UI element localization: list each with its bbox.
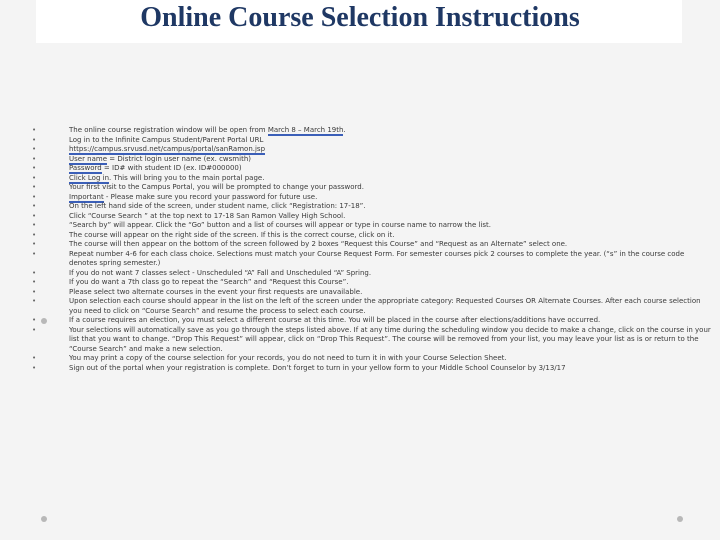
list-bullet: • [32, 363, 37, 372]
list-bullet: • [32, 325, 37, 334]
item-text: On the left hand side of the screen, under student name, click “Registration: 17-18”. [69, 202, 366, 210]
item-text: Your selections will automatically save as you go through the steps listed above. If at any time during the scheduling window you decide to make a change, click on the course in your list that you want to change. “Drop This Request” will appear, click on “Drop This Request”. The course will be removed from your list, you may leave your list as is or return to the “Course Search” and make a new selection. [69, 325, 711, 353]
item-text: The course will appear on the right side of the screen. If this is the correct course, click on it. [69, 230, 395, 239]
list-bullet: • [32, 164, 37, 172]
page-title: Online Course Selection Instructions [140, 2, 580, 33]
list-bullet: • [32, 192, 37, 201]
instruction-item [32, 212, 712, 222]
item-text: . This will bring you to the main portal page. [109, 173, 265, 182]
underlined-text: User name [69, 154, 108, 163]
item-text: Click “Course Search ” at the top next to 17-18 San Ramon Valley High School. [69, 211, 346, 220]
item-text: The online course registration window will be open from [69, 126, 268, 134]
instruction-item [32, 278, 712, 288]
instruction-item [32, 136, 712, 146]
underlined-text: March 8 – March 19th [267, 126, 344, 134]
instruction-list [32, 126, 712, 373]
instruction-item [32, 231, 712, 241]
list-bullet: • [32, 297, 37, 305]
item-text: Your first visit to the Campus Portal, you will be prompted to change your password. [69, 183, 364, 191]
list-bullet: • [32, 202, 37, 210]
item-text: If a course requires an election, you must select a different course at this time. You will be placed in the course after elections/additions have occurred. [69, 316, 601, 324]
instruction-item [32, 145, 712, 155]
instruction-item [32, 174, 712, 184]
underlined-text: Click Log in [69, 173, 110, 182]
instruction-item [32, 269, 712, 279]
list-bullet: • [32, 249, 37, 258]
item-text: . [343, 126, 346, 134]
item-text: “Search by” will appear. Click the “Go” button and a list of courses will appear or type in course name to narrow the list. [69, 221, 491, 229]
underlined-text: Important [69, 192, 104, 201]
instruction-item [32, 164, 712, 174]
instruction-item [32, 126, 712, 136]
list-bullet: • [32, 173, 37, 182]
item-text: Please select two alternate courses in the event your first requests are unavailable. [69, 287, 363, 296]
list-bullet: • [32, 240, 37, 248]
list-bullet: • [32, 354, 37, 362]
item-text: Log in to the Infinite Campus Student/Parent Portal URL [69, 135, 264, 144]
portal-link[interactable]: https://campus.srvusd.net/campus/portal/sanRamon.jsp [69, 145, 266, 153]
item-text: - Please make sure you record your password for future use. [103, 192, 318, 201]
bullet-dot [41, 318, 47, 324]
item-text: = District login user name (ex. cwsmith) [107, 154, 251, 163]
instruction-item [32, 250, 712, 269]
underlined-text: Password [69, 164, 102, 172]
item-text: Upon selection each course should appear in the list on the left of the screen under the appropriate category: Requested Courses OR Alternate Courses. After each course selection you need to click on “Course Search” and resume the process to select each course. [69, 297, 701, 315]
list-bullet: • [32, 135, 37, 144]
instruction-item [32, 193, 712, 203]
list-bullet: • [32, 268, 37, 277]
list-bullet: • [32, 230, 37, 239]
list-bullet: • [32, 278, 37, 286]
instruction-item [32, 326, 712, 355]
instruction-item [32, 202, 712, 212]
item-text: If you do not want 7 classes select - Unscheduled “A” Fall and Unscheduled “A” Spring [69, 268, 369, 277]
list-bullet: • [32, 154, 37, 163]
instruction-item [32, 316, 712, 326]
item-text: The course will then appear on the bottom of the screen followed by 2 boxes “Request this Course” and “Request as an Alternate” select one. [69, 240, 568, 248]
instruction-item [32, 288, 712, 298]
instruction-item [32, 364, 712, 374]
bullet-dot [41, 516, 47, 522]
instruction-item [32, 221, 712, 231]
list-bullet: • [32, 287, 37, 296]
instruction-item [32, 155, 712, 165]
item-text: You may print a copy of the course selection for your records, you do not need to turn it in with your Course Selection Sheet. [69, 354, 507, 362]
bullet-dot [677, 516, 683, 522]
instruction-item [32, 183, 712, 193]
item-text: = ID# with student ID (ex. ID#000000) [101, 164, 242, 172]
item-text: Repeat number 4-6 for each class choice. Selections must match your Course Request Form. For semester courses pick 2 courses to complete the year. (“s” in the course code denotes spring semester.) [69, 249, 685, 267]
list-bullet: • [32, 145, 37, 153]
item-text: . [368, 268, 372, 277]
item-text: Sign out of the portal when your registration is complete. Don’t forget to turn in your yellow form to your Middle School Counselor by 3/13/17 [69, 363, 566, 372]
list-bullet: • [32, 183, 37, 191]
instruction-item [32, 240, 712, 250]
item-text: If you do want a 7th class go to repeat the “Search” and “Request this Course”. [69, 278, 349, 286]
instruction-item [32, 297, 712, 316]
instruction-item [32, 354, 712, 364]
list-bullet: • [32, 126, 37, 134]
list-bullet: • [32, 221, 37, 229]
list-bullet: • [32, 316, 37, 324]
list-bullet: • [32, 211, 37, 220]
